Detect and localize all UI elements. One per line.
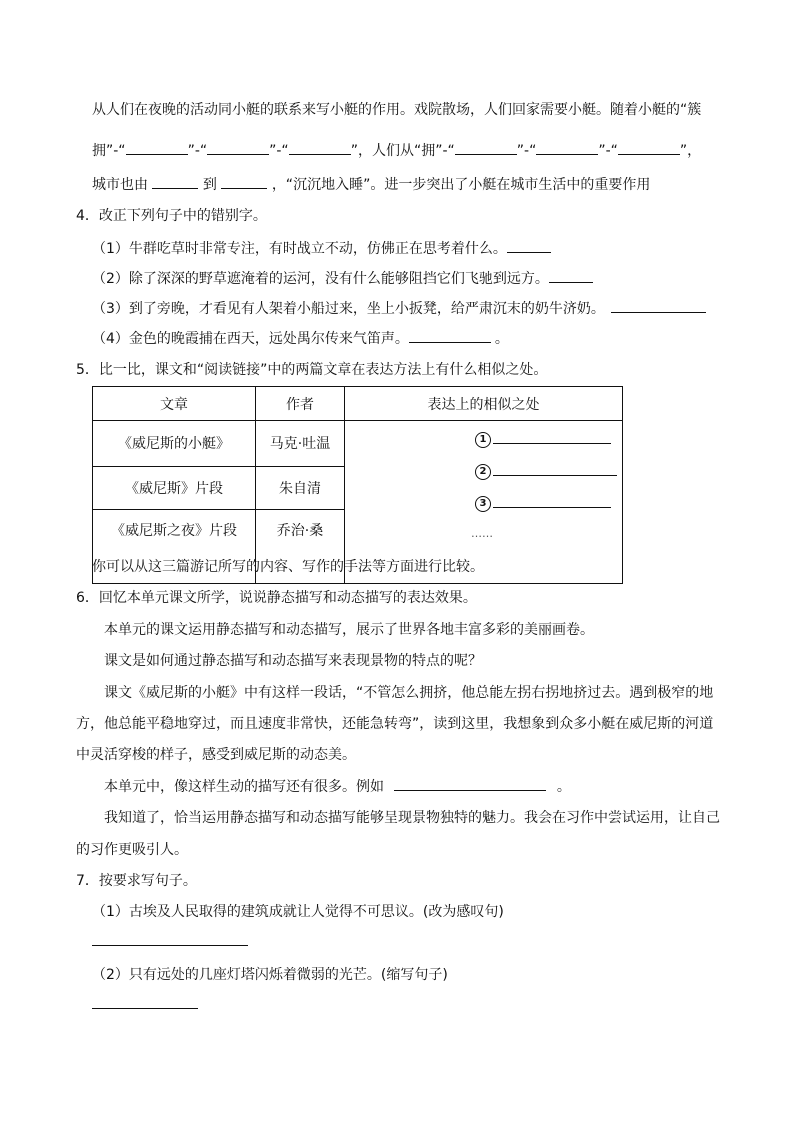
circled-number: 2 [475, 464, 491, 480]
header-similarity: 表达上的相似之处 [345, 387, 623, 421]
answer-blank[interactable] [152, 174, 198, 189]
q4-title: 4．改正下列句子中的错别字。 [76, 208, 267, 224]
answer-blank[interactable] [126, 140, 188, 155]
q5-note: 你可以从这三篇游记所写的内容、写作的手法等方面进行比较。 [92, 559, 484, 575]
answer-line-2[interactable] [475, 461, 617, 480]
q6-paragraph-5-line-2: 的习作更吸引人。 [76, 842, 188, 858]
text: 拥”-“ [92, 143, 126, 159]
answer-line[interactable] [92, 945, 248, 946]
row-author: 朱自清 [256, 466, 345, 509]
q6-paragraph-2: 课文是如何通过静态描写和动态描写来表现景物的特点的呢？ [104, 653, 482, 669]
answer-blank[interactable] [207, 140, 269, 155]
q6-paragraph-4 [104, 776, 571, 797]
q6-paragraph-5-line-1: 我知道了，恰当运用静态描写和动态描写能够呈现景物独特的魅力。我会在习作中尝试运用，让自己 [104, 810, 720, 826]
q7-item-1: （1）古埃及人民取得的建筑成就让人觉得不可思议。(改为感叹句) [92, 904, 504, 920]
text: 本单元中，像这样生动的描写还有很多。例如 [104, 779, 384, 795]
row-article: 《威尼斯的小艇》 [93, 421, 256, 467]
q6-paragraph-3-line-2: 方，他总能平稳地穿过，而且速度非常快，还能急转弯”，读到这里，我想象到众多小艇在威尼斯的河道 [76, 716, 714, 732]
intro-line-1: 从人们在夜晚的活动同小艇的联系来写小艇的作用。戏院散场，人们回家需要小艇。随着小艇的“簇 [92, 102, 702, 118]
text: ”-“ [269, 143, 289, 159]
answer-blank[interactable] [409, 328, 491, 343]
q4-item-3 [92, 298, 706, 319]
answer-blank[interactable] [455, 140, 517, 155]
intro-line-3 [92, 174, 650, 195]
text: 。 [494, 331, 509, 347]
answer-blank[interactable] [618, 140, 680, 155]
q4-item-4 [92, 328, 509, 349]
row-author: 乔治·桑 [256, 510, 345, 584]
q5-title: 5．比一比，课文和“阅读链接”中的两篇文章在表达方法上有什么相似之处。 [76, 362, 548, 378]
text: ”-“ [516, 143, 537, 159]
q6-paragraph-3-line-3: 中灵活穿梭的样子，感受到威尼斯的动态美。 [76, 747, 356, 763]
q7-item-2: （2）只有远处的几座灯塔闪烁着微弱的光芒。(缩写句子) [92, 967, 448, 983]
circled-number: 3 [475, 496, 491, 512]
text: （3）到了旁晚，才看见有人架着小船过来，坐上小扳凳，给严肃沉末的奶牛济奶。 [92, 301, 605, 317]
text: ”-“ [598, 143, 618, 159]
intro-line-2 [92, 140, 701, 161]
answer-blank[interactable] [493, 493, 611, 508]
answer-blank[interactable] [221, 174, 267, 189]
text: ”-“ [187, 143, 208, 159]
circled-number: 1 [475, 432, 491, 448]
text: （1）牛群吃草时非常专注，有时战立不动，仿佛正在思考着什么。 [92, 241, 507, 257]
text: 城市也由 [92, 177, 148, 193]
answer-blank[interactable] [493, 461, 617, 476]
answer-blank[interactable] [549, 268, 593, 283]
ellipsis: …… [471, 527, 493, 540]
text: （2）除了深深的野草遮淹着的运河，没有什么能够阻挡它们飞驰到远方。 [92, 271, 549, 287]
q6-paragraph-1: 本单元的课文运用静态描写和动态描写，展示了世界各地丰富多彩的美丽画卷。 [104, 622, 594, 638]
answer-line[interactable] [92, 1008, 198, 1009]
header-author: 作者 [256, 387, 345, 421]
text: （4）金色的晚霞捕在西天，远处禺尔传来气笛声。 [92, 331, 409, 347]
row-author: 马克·吐温 [256, 421, 345, 467]
q6-title: 6．回忆本单元课文所学，说说静态描写和动态描写的表达效果。 [76, 590, 477, 606]
text: ”， [679, 143, 702, 159]
comparison-table [92, 386, 623, 584]
answer-blank[interactable] [536, 140, 598, 155]
answer-blank[interactable] [394, 776, 546, 791]
q4-item-1 [92, 238, 551, 259]
row-article: 《威尼斯之夜》片段 [93, 510, 256, 584]
text: 到 [202, 177, 217, 193]
answer-blank[interactable] [289, 140, 351, 155]
q4-item-2 [92, 268, 593, 289]
q6-paragraph-3-line-1: 课文《威尼斯的小艇》中有这样一段话，“不管怎么拥挤，他总能左拐右拐地挤过去。遇到极窄的地 [104, 685, 714, 701]
text: ”，人们从“拥”-“ [350, 143, 455, 159]
q7-title: 7．按要求写句子。 [76, 873, 197, 889]
row-article: 《威尼斯》片段 [93, 466, 256, 509]
answer-blank[interactable] [493, 429, 611, 444]
text: ，“沉沉地入睡”。进一步突出了小艇在城市生活中的重要作用 [271, 177, 651, 193]
answer-line-1[interactable] [475, 429, 611, 448]
header-article: 文章 [93, 387, 256, 421]
answer-blank[interactable] [611, 298, 706, 313]
answer-blank[interactable] [507, 238, 551, 253]
answer-line-3[interactable] [475, 493, 611, 512]
text: 。 [556, 779, 571, 795]
